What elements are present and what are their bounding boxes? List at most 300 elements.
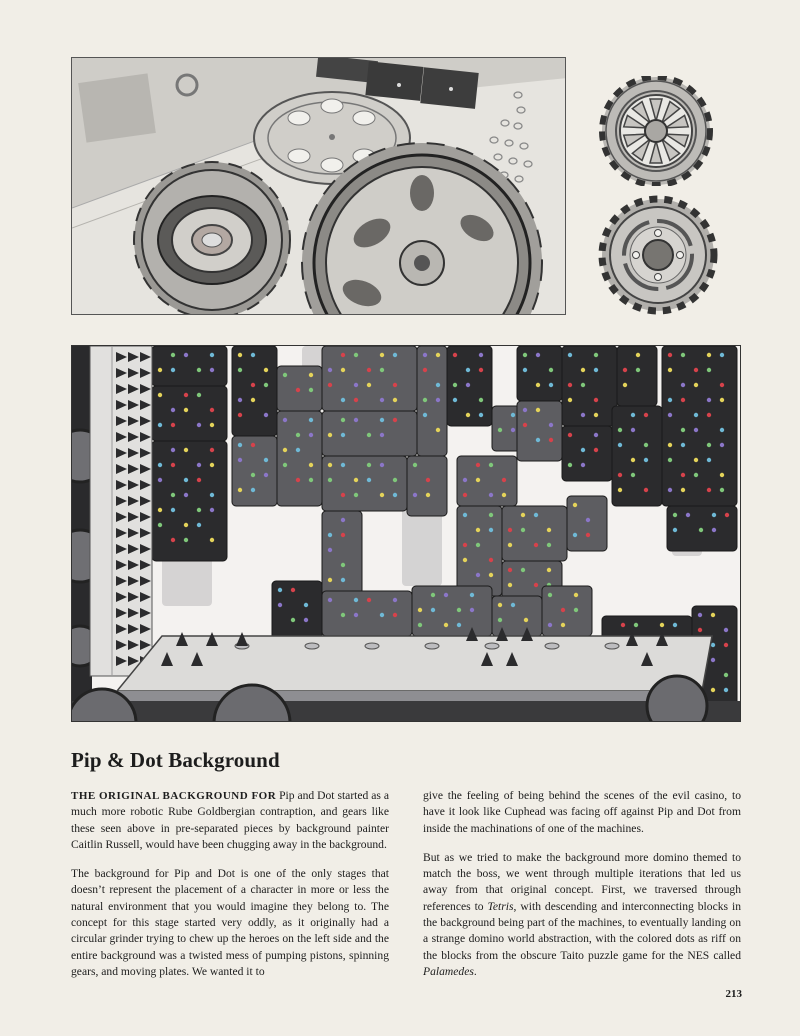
page-number: 213 xyxy=(725,988,742,1000)
domino-pip xyxy=(380,613,384,617)
domino-pip xyxy=(431,593,435,597)
gear-sketch-illustration xyxy=(72,58,566,315)
domino-pip xyxy=(328,383,332,387)
domino-pip xyxy=(521,568,525,572)
domino-pip xyxy=(341,368,345,372)
domino-pip xyxy=(436,398,440,402)
domino-pip xyxy=(431,608,435,612)
domino-pip xyxy=(264,458,268,462)
domino-pip xyxy=(548,593,552,597)
domino-pip xyxy=(707,398,711,402)
domino-pip xyxy=(380,353,384,357)
domino-pip xyxy=(594,368,598,372)
domino-pip xyxy=(304,603,308,607)
domino-pip xyxy=(184,523,188,527)
domino-tile xyxy=(662,346,737,506)
domino-pip xyxy=(694,413,698,417)
domino-pip xyxy=(631,458,635,462)
domino-pip xyxy=(660,623,664,627)
domino-pip xyxy=(418,623,422,627)
domino-pip xyxy=(668,368,672,372)
domino-tile xyxy=(322,591,412,636)
domino-pip xyxy=(413,493,417,497)
domino-pip xyxy=(393,598,397,602)
domino-pip xyxy=(668,443,672,447)
domino-pip xyxy=(720,383,724,387)
domino-pip xyxy=(413,463,417,467)
domino-pip xyxy=(673,623,677,627)
domino-pip xyxy=(466,383,470,387)
paragraph-2: The background for Pip and Dot is one of the only stages that doesn’t represent the placement of a character in more or less the natural environment that you would imagine they belong to. The concept for this stage started very oddly, as it originally had a circular grinder trying to chew up the heroes on the left side and the entire background was a twisted mess of pumping pistons, spinning gears, and moving plates. We wanted it to xyxy=(71,867,389,978)
domino-pip xyxy=(711,658,715,662)
domino-pip xyxy=(264,368,268,372)
domino-pip xyxy=(238,488,242,492)
domino-pip xyxy=(618,473,622,477)
domino-tile xyxy=(232,346,277,436)
domino-pip xyxy=(251,398,255,402)
paragraph-1 xyxy=(71,788,389,853)
domino-pip xyxy=(197,508,201,512)
domino-pip xyxy=(463,478,467,482)
domino-pip xyxy=(341,533,345,537)
paragraph-2-continued: give the feeling of being behind the scenes of the evil casino, to have it look like Cuphead was facing off against Pip and Dot from inside the machinations of one of the machines. xyxy=(423,789,741,835)
domino-pip xyxy=(463,493,467,497)
domino-tile xyxy=(457,506,502,596)
domino-pip xyxy=(711,643,715,647)
domino-pip xyxy=(367,598,371,602)
domino-pip xyxy=(197,463,201,467)
domino-pip xyxy=(341,518,345,522)
domino-pip xyxy=(184,393,188,397)
domino-pip xyxy=(623,368,627,372)
domino-pip xyxy=(309,463,313,467)
domino-pip xyxy=(184,353,188,357)
domino-pip xyxy=(251,473,255,477)
domino-pip xyxy=(380,418,384,422)
domino-pip xyxy=(354,478,358,482)
domino-pip xyxy=(725,513,729,517)
domino-pip xyxy=(634,623,638,627)
domino-pip xyxy=(158,393,162,397)
floor-platform xyxy=(72,627,741,722)
domino-pip xyxy=(573,503,577,507)
domino-pip xyxy=(197,478,201,482)
domino-pip xyxy=(184,493,188,497)
domino-pip xyxy=(618,488,622,492)
domino-pip xyxy=(328,598,332,602)
domino-tile xyxy=(152,346,227,386)
domino-pip xyxy=(380,433,384,437)
domino-pip xyxy=(436,428,440,432)
domino-pip xyxy=(296,478,300,482)
domino-pip xyxy=(367,478,371,482)
domino-pip xyxy=(354,418,358,422)
domino-pip xyxy=(489,463,493,467)
domino-pip xyxy=(586,533,590,537)
domino-pip xyxy=(423,353,427,357)
domino-pip xyxy=(158,423,162,427)
domino-pip xyxy=(210,538,214,542)
domino-pip xyxy=(681,488,685,492)
domino-pip xyxy=(479,398,483,402)
domino-pip xyxy=(568,433,572,437)
domino-pip xyxy=(594,448,598,452)
domino-pip xyxy=(426,493,430,497)
domino-pip xyxy=(171,463,175,467)
domino-pip xyxy=(711,613,715,617)
domino-pip xyxy=(354,613,358,617)
domino-pip xyxy=(594,353,598,357)
domino-pip xyxy=(681,428,685,432)
domino-pip xyxy=(711,688,715,692)
domino-pip xyxy=(476,543,480,547)
domino-pip xyxy=(548,623,552,627)
domino-pip xyxy=(283,448,287,452)
domino-pip xyxy=(171,353,175,357)
domino-pip xyxy=(210,423,214,427)
domino-pip xyxy=(367,463,371,467)
domino-pip xyxy=(489,493,493,497)
domino-pip xyxy=(694,368,698,372)
domino-pip xyxy=(380,493,384,497)
domino-pip xyxy=(296,448,300,452)
domino-pip xyxy=(508,528,512,532)
domino-pip xyxy=(158,368,162,372)
domino-pip xyxy=(328,533,332,537)
domino-pip xyxy=(341,433,345,437)
domino-pip xyxy=(673,513,677,517)
domino-pip xyxy=(568,353,572,357)
domino-pip xyxy=(720,488,724,492)
domino-pip xyxy=(380,368,384,372)
gear-sketch-figure xyxy=(71,57,566,315)
domino-pip xyxy=(184,538,188,542)
domino-pip xyxy=(309,388,313,392)
domino-pip xyxy=(367,383,371,387)
paragraph-3-part-c: . xyxy=(473,964,477,978)
domino-pip xyxy=(466,368,470,372)
domino-pip xyxy=(698,613,702,617)
domino-pip xyxy=(393,418,397,422)
domino-pip xyxy=(644,443,648,447)
domino-pip xyxy=(581,413,585,417)
domino-pip xyxy=(489,573,493,577)
domino-pip xyxy=(547,543,551,547)
domino-pip xyxy=(573,533,577,537)
paragraph-3-part-a: But as we tried to make the background more domino themed to match the boss, we went through multiple iterations that led us away from that original concept. First, we traversed through references to xyxy=(423,850,741,913)
domino-pip xyxy=(712,513,716,517)
domino-pip xyxy=(536,408,540,412)
domino-pip xyxy=(508,568,512,572)
domino-pip xyxy=(724,643,728,647)
domino-pip xyxy=(251,383,255,387)
domino-pip xyxy=(171,538,175,542)
domino-pip xyxy=(581,383,585,387)
domino-pip xyxy=(694,458,698,462)
domino-pip xyxy=(444,623,448,627)
domino-pip xyxy=(470,608,474,612)
domino-pip xyxy=(707,443,711,447)
domino-pip xyxy=(681,383,685,387)
domino-pip xyxy=(418,608,422,612)
domino-pip xyxy=(393,478,397,482)
domino-pip xyxy=(534,513,538,517)
domino-pip xyxy=(238,413,242,417)
domino-pip xyxy=(712,528,716,532)
domino-pip xyxy=(367,433,371,437)
domino-pip xyxy=(686,513,690,517)
domino-pip xyxy=(278,603,282,607)
domino-pip xyxy=(594,413,598,417)
domino-pip xyxy=(309,433,313,437)
domino-pip xyxy=(523,353,527,357)
domino-pip xyxy=(636,353,640,357)
domino-pip xyxy=(561,623,565,627)
domino-tile xyxy=(152,441,227,561)
domino-pip xyxy=(251,443,255,447)
domino-pip xyxy=(636,368,640,372)
domino-pip xyxy=(283,418,287,422)
domino-pip xyxy=(423,398,427,402)
domino-pip xyxy=(291,618,295,622)
domino-pip xyxy=(393,353,397,357)
paragraph-1-lead: THE ORIGINAL BACKGROUND FOR xyxy=(71,790,277,802)
domino-pip xyxy=(707,353,711,357)
domino-pip xyxy=(210,353,214,357)
domino-pip xyxy=(171,448,175,452)
domino-pip xyxy=(549,383,553,387)
domino-pip xyxy=(523,423,527,427)
domino-pip xyxy=(341,493,345,497)
domino-wall-illustration xyxy=(72,346,741,722)
domino-pip xyxy=(296,388,300,392)
domino-pip xyxy=(184,448,188,452)
domino-pip xyxy=(631,413,635,417)
domino-pip xyxy=(536,353,540,357)
domino-pip xyxy=(574,593,578,597)
domino-pip xyxy=(328,548,332,552)
domino-pip xyxy=(238,458,242,462)
domino-pip xyxy=(309,418,313,422)
domino-pip xyxy=(707,368,711,372)
domino-pip xyxy=(328,463,332,467)
domino-pip xyxy=(304,618,308,622)
domino-pip xyxy=(197,368,201,372)
domino-pip xyxy=(498,618,502,622)
domino-pip xyxy=(171,508,175,512)
domino-pip xyxy=(264,413,268,417)
domino-pip xyxy=(436,383,440,387)
domino-pip xyxy=(673,528,677,532)
domino-pip xyxy=(426,478,430,482)
domino-pip xyxy=(476,463,480,467)
domino-pip xyxy=(210,493,214,497)
domino-pip xyxy=(476,528,480,532)
domino-pip xyxy=(453,398,457,402)
domino-pip xyxy=(724,628,728,632)
domino-tile xyxy=(412,586,492,636)
domino-pip xyxy=(341,418,345,422)
domino-pip xyxy=(423,368,427,372)
domino-pip xyxy=(171,493,175,497)
domino-pip xyxy=(668,458,672,462)
domino-pip xyxy=(707,458,711,462)
domino-pip xyxy=(470,593,474,597)
domino-tile xyxy=(492,596,542,636)
domino-pip xyxy=(283,373,287,377)
domino-pip xyxy=(549,368,553,372)
domino-pip xyxy=(631,473,635,477)
domino-pip xyxy=(534,543,538,547)
paragraph-3 xyxy=(423,850,741,980)
domino-pip xyxy=(724,673,728,677)
paragraph-1-text: Pip and Dot started as a much more robotic Rube Goldbergian contraption, and gears like these seen above in pre-separated pieces by background painter Caitlin Russell, would have been chugging away in the background. xyxy=(71,789,389,851)
domino-pip xyxy=(210,463,214,467)
domino-pip xyxy=(158,523,162,527)
domino-pip xyxy=(380,463,384,467)
domino-tile xyxy=(152,386,227,441)
domino-pip xyxy=(463,543,467,547)
domino-pip xyxy=(210,408,214,412)
domino-pip xyxy=(594,398,598,402)
spoked-gear-illustration xyxy=(590,76,722,186)
domino-pip xyxy=(720,398,724,402)
domino-pip xyxy=(283,463,287,467)
domino-tile xyxy=(322,456,407,511)
domino-pip xyxy=(341,563,345,567)
domino-pip xyxy=(393,398,397,402)
domino-pip xyxy=(707,488,711,492)
domino-pip xyxy=(568,463,572,467)
palamedes-title: Palamedes xyxy=(423,964,474,978)
domino-pip xyxy=(197,393,201,397)
domino-pip xyxy=(453,353,457,357)
section-heading: Pip & Dot Background xyxy=(71,748,280,772)
domino-pip xyxy=(621,623,625,627)
domino-pip xyxy=(668,413,672,417)
domino-pip xyxy=(479,368,483,372)
domino-pip xyxy=(453,383,457,387)
domino-pip xyxy=(521,528,525,532)
domino-pip xyxy=(508,543,512,547)
domino-pip xyxy=(502,478,506,482)
domino-pip xyxy=(511,428,515,432)
domino-pip xyxy=(328,578,332,582)
domino-pip xyxy=(694,383,698,387)
domino-pip xyxy=(158,478,162,482)
domino-tile xyxy=(322,346,417,411)
domino-pip xyxy=(631,428,635,432)
domino-pip xyxy=(498,603,502,607)
domino-pip xyxy=(463,513,467,517)
domino-pip xyxy=(238,368,242,372)
domino-pip xyxy=(720,443,724,447)
domino-pip xyxy=(644,488,648,492)
domino-pip xyxy=(479,353,483,357)
domino-pip xyxy=(444,593,448,597)
spoked-gear-sketch xyxy=(590,76,722,186)
domino-pip xyxy=(644,458,648,462)
left-spike-wall xyxy=(90,346,152,676)
domino-pip xyxy=(694,473,698,477)
domino-pip xyxy=(618,428,622,432)
domino-pip xyxy=(668,488,672,492)
domino-pip xyxy=(681,398,685,402)
domino-pip xyxy=(238,443,242,447)
domino-pip xyxy=(681,473,685,477)
domino-pip xyxy=(423,413,427,417)
domino-pip xyxy=(476,478,480,482)
left-text-column xyxy=(71,788,389,993)
domino-pip xyxy=(251,488,255,492)
domino-pip xyxy=(436,353,440,357)
domino-pip xyxy=(354,493,358,497)
domino-pip xyxy=(644,413,648,417)
domino-pip xyxy=(699,528,703,532)
domino-pip xyxy=(568,398,572,402)
domino-pip xyxy=(466,413,470,417)
domino-pip xyxy=(158,508,162,512)
domino-pip xyxy=(668,398,672,402)
domino-pip xyxy=(171,408,175,412)
domino-pip xyxy=(341,613,345,617)
domino-pip xyxy=(393,383,397,387)
domino-pip xyxy=(547,528,551,532)
domino-pip xyxy=(328,478,332,482)
domino-pip xyxy=(210,448,214,452)
domino-pip xyxy=(561,608,565,612)
domino-pip xyxy=(197,523,201,527)
domino-pip xyxy=(278,588,282,592)
domino-pip xyxy=(581,448,585,452)
domino-pip xyxy=(476,573,480,577)
domino-pip xyxy=(581,368,585,372)
domino-pip xyxy=(698,628,702,632)
domino-pip xyxy=(264,473,268,477)
domino-pip xyxy=(354,383,358,387)
domino-pip xyxy=(457,608,461,612)
domino-pip xyxy=(720,428,724,432)
domino-pip xyxy=(707,413,711,417)
domino-pip xyxy=(681,443,685,447)
domino-pip xyxy=(547,568,551,572)
domino-pip xyxy=(502,493,506,497)
domino-pip xyxy=(158,463,162,467)
domino-pip xyxy=(238,398,242,402)
right-text-column xyxy=(423,788,741,993)
domino-pip xyxy=(341,398,345,402)
domino-pip xyxy=(341,463,345,467)
domino-pip xyxy=(457,623,461,627)
domino-pip xyxy=(523,408,527,412)
domino-pip xyxy=(586,518,590,522)
domino-pip xyxy=(367,368,371,372)
domino-pip xyxy=(568,383,572,387)
domino-tile xyxy=(417,346,447,456)
domino-pip xyxy=(574,608,578,612)
domino-pip xyxy=(536,383,540,387)
domino-pip xyxy=(238,353,242,357)
domino-pip xyxy=(489,528,493,532)
domino-pip xyxy=(549,438,553,442)
domino-pip xyxy=(291,588,295,592)
holed-gear-sketch xyxy=(596,195,720,315)
domino-pip xyxy=(309,478,313,482)
domino-pip xyxy=(296,433,300,437)
domino-pip xyxy=(549,423,553,427)
domino-pip xyxy=(681,353,685,357)
domino-tile xyxy=(322,511,362,601)
